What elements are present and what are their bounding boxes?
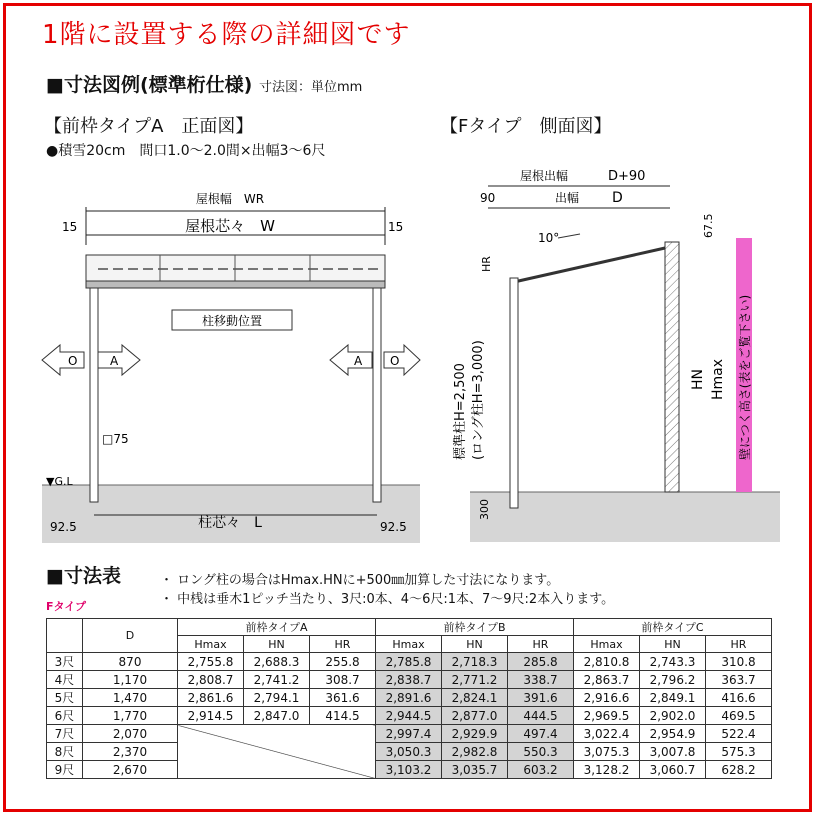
table-cell: 2,891.6	[376, 689, 442, 707]
table-cell: 2,997.4	[376, 725, 442, 743]
dimension-table	[46, 618, 772, 779]
table-cell: 522.4	[706, 725, 772, 743]
table-row	[47, 707, 772, 725]
table-cell: 2,718.3	[442, 653, 508, 671]
table-cell: 2,810.8	[574, 653, 640, 671]
left-925-label: 92.5	[50, 520, 77, 534]
wall	[665, 242, 679, 492]
f-type-tag: Fタイプ	[46, 600, 86, 613]
table-cell: 2,808.7	[178, 671, 244, 689]
table-cell: 2,877.0	[442, 707, 508, 725]
table-row	[47, 689, 772, 707]
gl-label: ▼G.L	[46, 475, 73, 488]
table-cell: 3,103.2	[376, 761, 442, 779]
hmax-label: Hmax	[710, 358, 726, 400]
dim-example-label: ■寸法図例(標準桁仕様)	[46, 74, 253, 96]
side-view-diagram	[440, 160, 785, 550]
table-cell: 1,170	[83, 671, 178, 689]
sub-header: HN	[244, 636, 310, 653]
side-view-title: 【Fタイプ 側面図】	[440, 116, 612, 137]
table-cell: 338.7	[508, 671, 574, 689]
table-cell: 2,824.1	[442, 689, 508, 707]
note-middle-bar: ・ 中桟は垂木1ピッチ当たり、3尺:0本、4～6尺:1本、7～9尺:2本入ります。	[160, 592, 615, 607]
table-cell: 4尺	[47, 671, 83, 689]
right-post	[373, 288, 381, 502]
table-cell: 550.3	[508, 743, 574, 761]
wall-note: 壁につく高さ(表をご覧下さい)	[738, 294, 752, 460]
sub-header: HR	[508, 636, 574, 653]
post-size-label: □75	[102, 432, 129, 446]
group-c-header: 前枠タイプC	[574, 619, 772, 636]
table-cell: 1,770	[83, 707, 178, 725]
table-row	[47, 743, 772, 761]
arrow-o-right-label: O	[390, 354, 400, 368]
table-heading: ■寸法表	[46, 565, 121, 587]
table-cell: 603.2	[508, 761, 574, 779]
group-b-header: 前枠タイプB	[376, 619, 574, 636]
roof-depth-label: 屋根出幅	[520, 169, 569, 183]
sub-header: Hmax	[376, 636, 442, 653]
side-90-label: 90	[480, 191, 496, 205]
table-cell: 2,796.2	[640, 671, 706, 689]
dim-675-label: 67.5	[702, 213, 715, 238]
table-cell: 361.6	[310, 689, 376, 707]
side-rafter	[514, 248, 665, 282]
dim-example-heading	[46, 70, 362, 97]
table-cell: 2,370	[83, 743, 178, 761]
table-cell: 9尺	[47, 761, 83, 779]
table-cell: 2,070	[83, 725, 178, 743]
roof-center-label: 屋根芯々 W	[185, 217, 275, 235]
table-cell: 308.7	[310, 671, 376, 689]
table-cell: 3,007.8	[640, 743, 706, 761]
dim-300-label: 300	[478, 499, 491, 520]
group-a-header: 前枠タイプA	[178, 619, 376, 636]
sub-header: HN	[442, 636, 508, 653]
table-cell: 414.5	[310, 707, 376, 725]
table-cell: 416.6	[706, 689, 772, 707]
table-cell: 628.2	[706, 761, 772, 779]
table-cell: 870	[83, 653, 178, 671]
sub-header: HR	[706, 636, 772, 653]
table-cell: 3,075.3	[574, 743, 640, 761]
table-cell: 2,743.3	[640, 653, 706, 671]
arrow-a-left	[98, 345, 140, 375]
table-cell: 2,969.5	[574, 707, 640, 725]
side-post	[510, 278, 518, 508]
snow-condition: ●積雪20cm 間口1.0～2.0間×出幅3～6尺	[46, 143, 326, 159]
front-beam	[86, 281, 385, 288]
table-cell: 3,022.4	[574, 725, 640, 743]
table-row	[47, 761, 772, 779]
table-cell: 2,794.1	[244, 689, 310, 707]
unit-note: 寸法図：単位mm	[258, 80, 363, 95]
left-15-label: 15	[62, 220, 78, 234]
table-cell: 2,863.7	[574, 671, 640, 689]
sub-header: HR	[310, 636, 376, 653]
angle-label: 10°	[538, 231, 560, 245]
table-cell: 2,670	[83, 761, 178, 779]
arrow-a-right-label: A	[354, 354, 363, 368]
table-cell: 2,838.7	[376, 671, 442, 689]
page-title: 1階に設置する際の詳細図です	[42, 20, 411, 50]
table-cell: 575.3	[706, 743, 772, 761]
std-post-label: 標準柱H=2,500	[453, 363, 468, 460]
table-cell: 8尺	[47, 743, 83, 761]
arrow-o-left-label: O	[68, 354, 78, 368]
table-cell: 3,060.7	[640, 761, 706, 779]
ground-area	[42, 485, 420, 543]
table-cell: 2,929.9	[442, 725, 508, 743]
table-cell: 7尺	[47, 725, 83, 743]
table-cell: 2,916.6	[574, 689, 640, 707]
right-15-label: 15	[388, 220, 404, 234]
table-cell: 2,902.0	[640, 707, 706, 725]
table-row	[47, 671, 772, 689]
depth-value: D	[612, 190, 623, 206]
table-cell: 2,982.8	[442, 743, 508, 761]
table-cell: 255.8	[310, 653, 376, 671]
table-cell: 2,914.5	[178, 707, 244, 725]
note-long-post: ・ ロング柱の場合はHmax.HNに+500㎜加算した寸法になります。	[160, 573, 560, 588]
arrow-a-right	[330, 345, 372, 375]
table-cell: 285.8	[508, 653, 574, 671]
table-cell: 3,035.7	[442, 761, 508, 779]
sub-header: HN	[640, 636, 706, 653]
table-cell: 2,847.0	[244, 707, 310, 725]
col-d-header: D	[83, 619, 178, 653]
corner-cell	[47, 619, 83, 653]
table-row	[47, 653, 772, 671]
table-cell: 6尺	[47, 707, 83, 725]
table-cell: 2,741.2	[244, 671, 310, 689]
hr-label: HR	[480, 256, 493, 272]
post-move-label: 柱移動位置	[201, 314, 263, 328]
sub-header: Hmax	[574, 636, 640, 653]
depth-label: 出幅	[555, 191, 580, 205]
front-view-title: 【前枠タイプA 正面図】	[44, 116, 254, 137]
table-cell: 444.5	[508, 707, 574, 725]
roof-width-label: 屋根幅 WR	[195, 192, 265, 206]
arrow-a-left-label: A	[110, 354, 119, 368]
front-view-diagram	[40, 185, 425, 550]
table-cell: 2,755.8	[178, 653, 244, 671]
table-cell: 2,849.1	[640, 689, 706, 707]
table-cell: 469.5	[706, 707, 772, 725]
left-post	[90, 288, 98, 502]
table-cell: 2,688.3	[244, 653, 310, 671]
table-cell: 2,944.5	[376, 707, 442, 725]
long-post-label: (ロング柱H=3,000)	[471, 340, 486, 460]
table-cell: 2,954.9	[640, 725, 706, 743]
table-cell: 2,861.6	[178, 689, 244, 707]
table-cell: 1,470	[83, 689, 178, 707]
sub-header: Hmax	[178, 636, 244, 653]
table-cell: 2,771.2	[442, 671, 508, 689]
arrow-o-left	[42, 345, 84, 375]
empty-cell-diagonal	[178, 725, 376, 779]
table-cell: 5尺	[47, 689, 83, 707]
right-925-label: 92.5	[380, 520, 407, 534]
table-cell: 391.6	[508, 689, 574, 707]
table-cell: 497.4	[508, 725, 574, 743]
table-cell: 2,785.8	[376, 653, 442, 671]
table-cell: 363.7	[706, 671, 772, 689]
post-center-label: 柱芯々 L	[198, 515, 262, 531]
roof-depth-value: D+90	[608, 169, 646, 184]
table-row	[47, 725, 772, 743]
table-cell: 3,128.2	[574, 761, 640, 779]
hn-label: HN	[690, 369, 706, 390]
table-cell: 3,050.3	[376, 743, 442, 761]
table-cell: 3尺	[47, 653, 83, 671]
table-cell: 310.8	[706, 653, 772, 671]
